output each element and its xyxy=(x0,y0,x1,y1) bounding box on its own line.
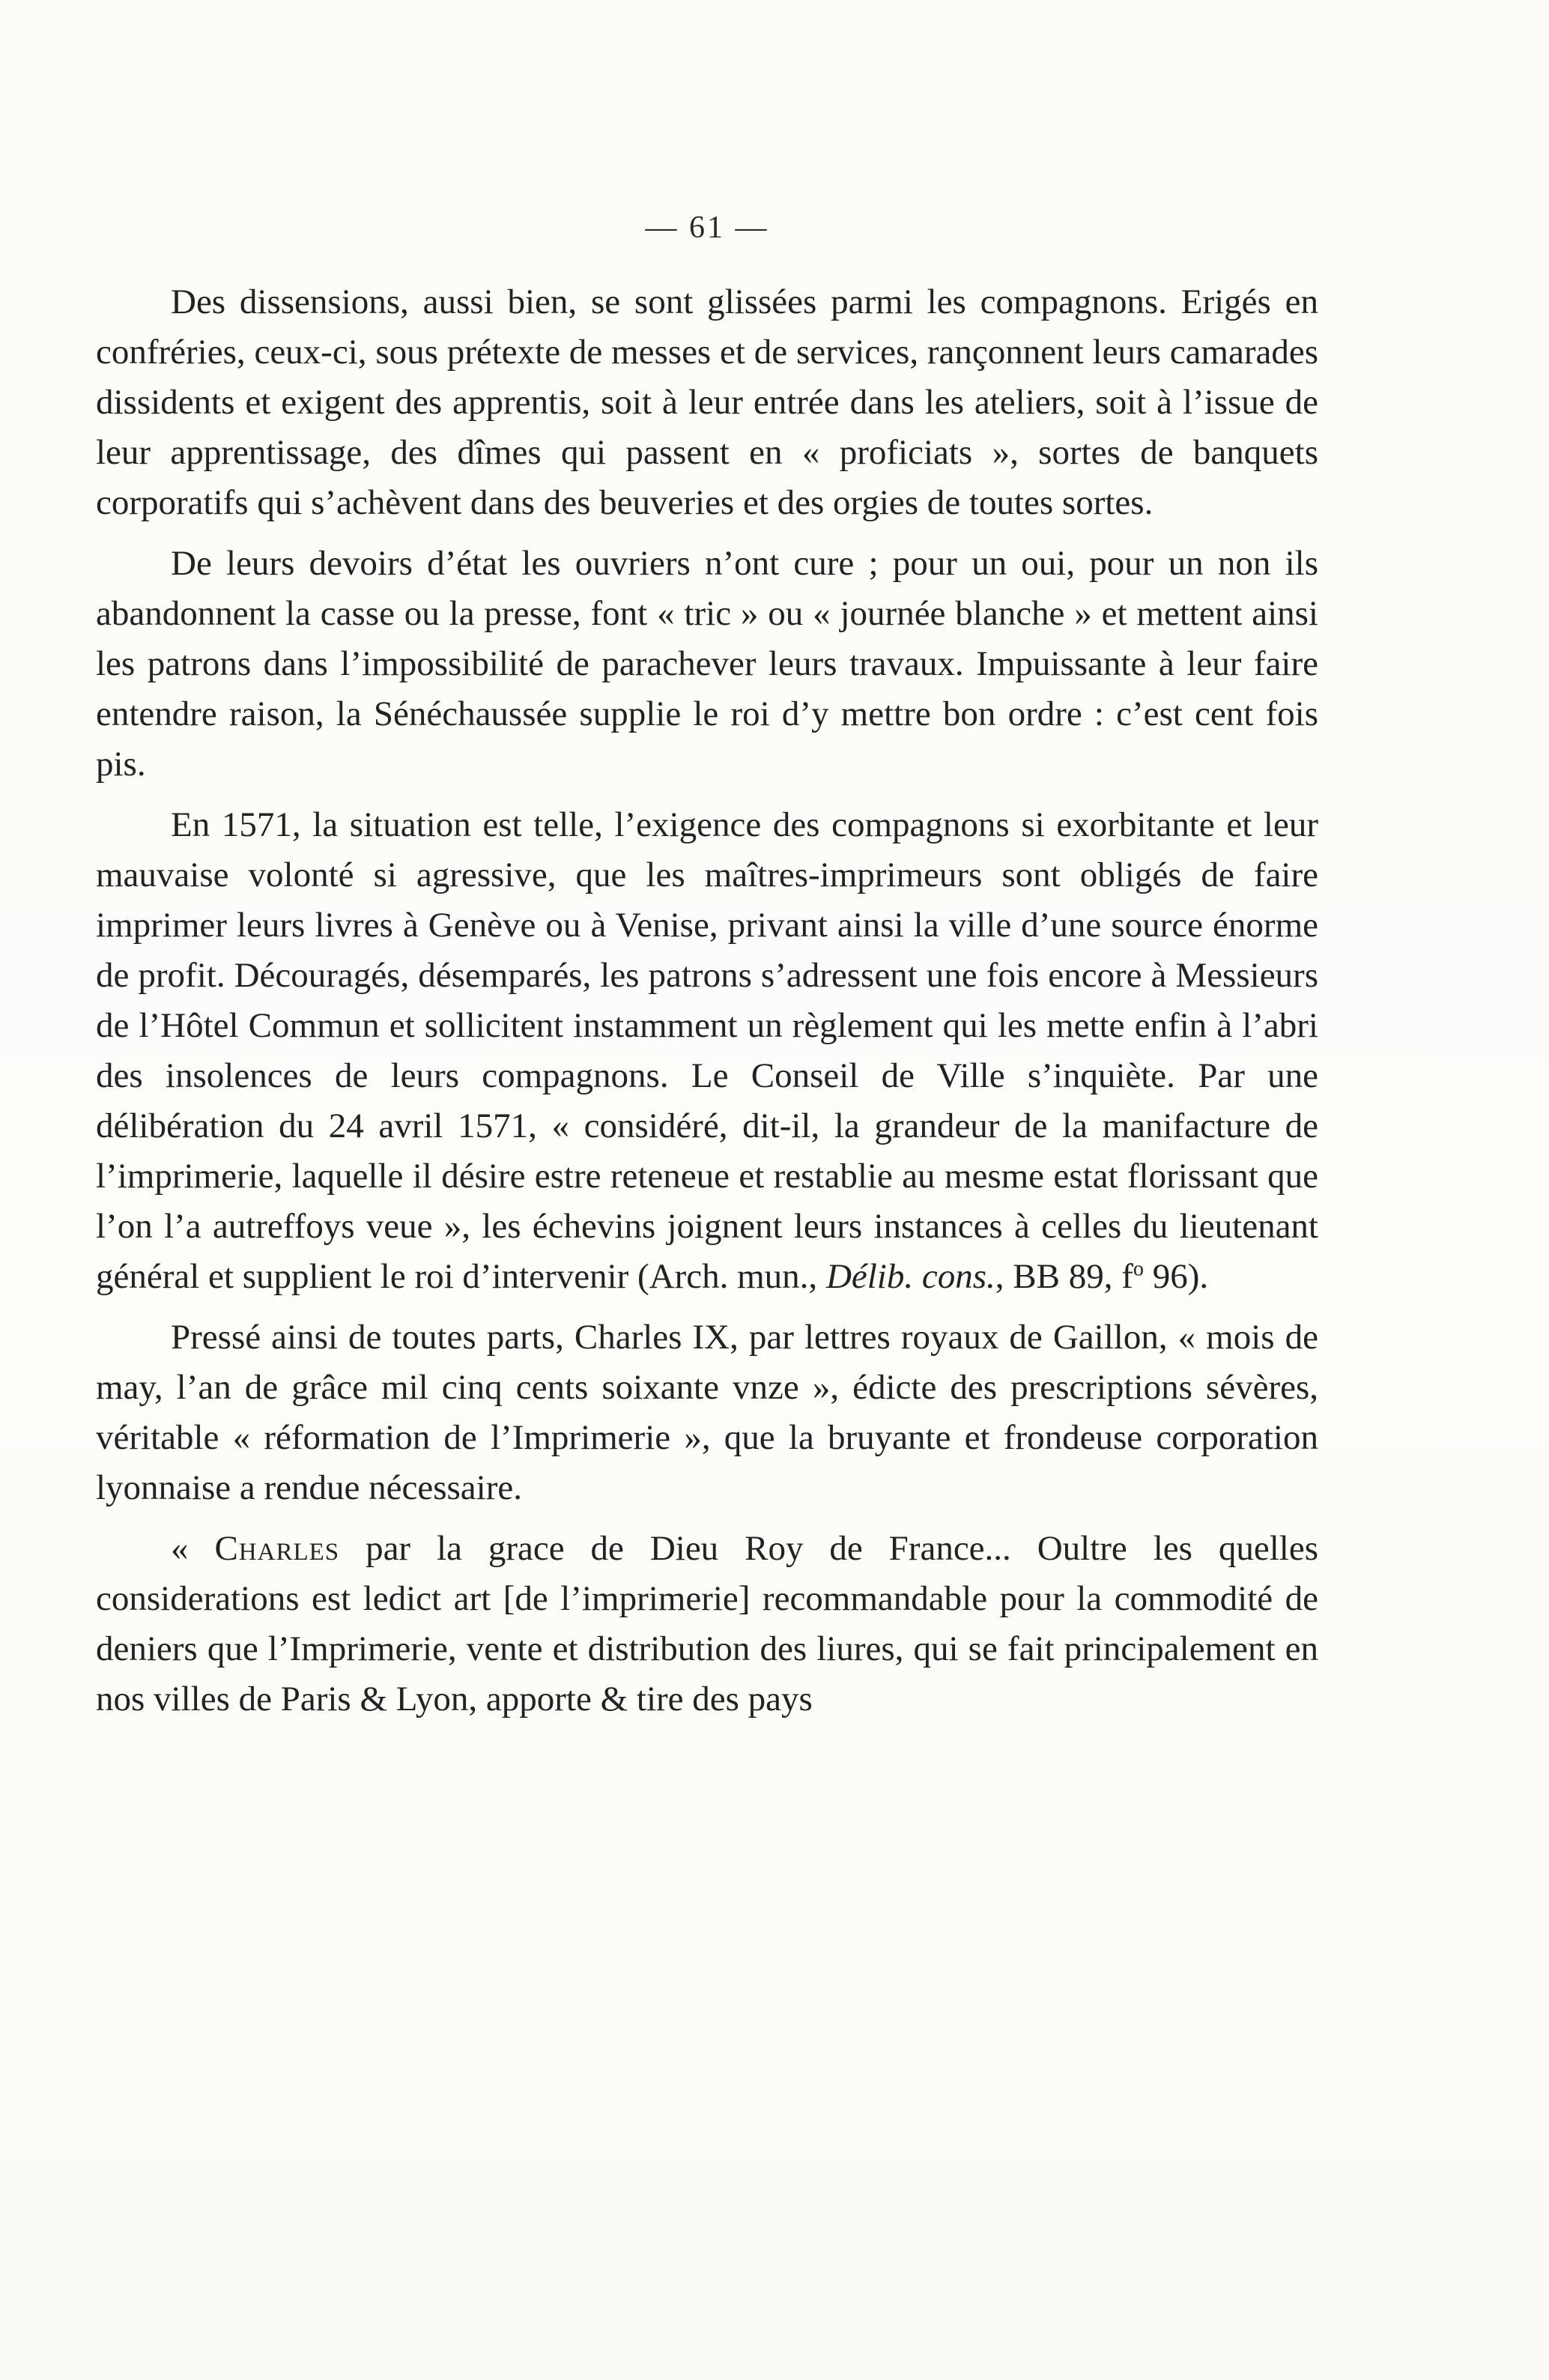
folio-superscript: o xyxy=(1133,1257,1144,1281)
paragraph-dissensions: Des dissensions, aussi bien, se sont glissées parmi les compagnons. Erigés en confréries, ceux-ci, sous prétexte de messes et de services, rançonnent leurs camarades dissidents et exigent des apprentis, soit à leur entrée dans les ateliers, soit à l’issue de leur apprentissage, des dîmes qui passent en « proficiats », sortes de banquets corporatifs qui s’achèvent dans des beuveries et des orgies de toutes sortes. xyxy=(96,282,1318,522)
paragraph-1571-reference-end: 96). xyxy=(1143,1257,1209,1296)
paragraph-1571-text: En 1571, la situation est telle, l’exigence des compagnons si exorbitante et leur mauvaise volonté si agressive, que les maîtres-imprimeurs sont obligés de faire imprimer leurs livres à Genève ou à Venise, privant ainsi la ville d’une source énorme de profit. Découragés, désemparés, les patrons s’adressent une fois encore à Messieurs de l’Hôtel Commun et sollicitent instamment un règlement qui les mette enfin à l’abri des insolences de leurs compagnons. Le Conseil de Ville s’inquiète. Par une délibération du 24 avril 1571, « considéré, dit-il, la grandeur de la manifacture de l’imprimerie, laquelle il désire estre reteneue et restablie au mesme estat florissant que l’on l’a autreffoys veue », les échevins joignent leurs instances à celles du lieutenant général et supplient le roi d’intervenir (Arch. mun., xyxy=(96,805,1318,1296)
paragraph-devoirs: De leurs devoirs d’état les ouvriers n’ont cure ; pour un oui, pour un non ils abandonnent la casse ou la presse, font « tric » ou « journée blanche » et mettent ainsi les patrons dans l’impossibilité de parachever leurs travaux. Impuissante à leur faire entendre raison, la Sénéchaussée supplie le roi d’y mettre bon ordre : c’est cent fois pis. xyxy=(96,544,1318,784)
page-number: — 61 — xyxy=(645,211,769,245)
charles-smallcaps: Charles xyxy=(214,1529,340,1568)
paragraph-1571 xyxy=(96,800,1318,1302)
paragraph-charles-ix: Pressé ainsi de toutes parts, Charles IX, par lettres royaux de Gaillon, « mois de may, l’an de grâce mil cinq cents soixante vnze », édicte des prescriptions sévères, véritable « réformation de l’Imprimerie », que la bruyante et frondeuse corporation lyonnaise a rendue nécessaire. xyxy=(96,1318,1318,1507)
paragraph-1571-reference: , BB 89, f xyxy=(995,1257,1133,1296)
scanned-book-page xyxy=(96,208,1318,1735)
paragraph-edict-quote xyxy=(96,1524,1318,1725)
archive-citation-italic: Délib. cons. xyxy=(825,1257,995,1296)
quote-body-text: par la grace de Dieu Roy de France... Oultre les quelles considerations est ledict art [de l’imprimerie] recommandable pour la commodité de deniers que l’Imprimerie, vente et distribution des liures, qui se fait principalement en nos villes de Paris & Lyon, apporte & tire des pays xyxy=(96,1529,1318,1719)
quote-opening-guillemet: « xyxy=(171,1529,215,1568)
